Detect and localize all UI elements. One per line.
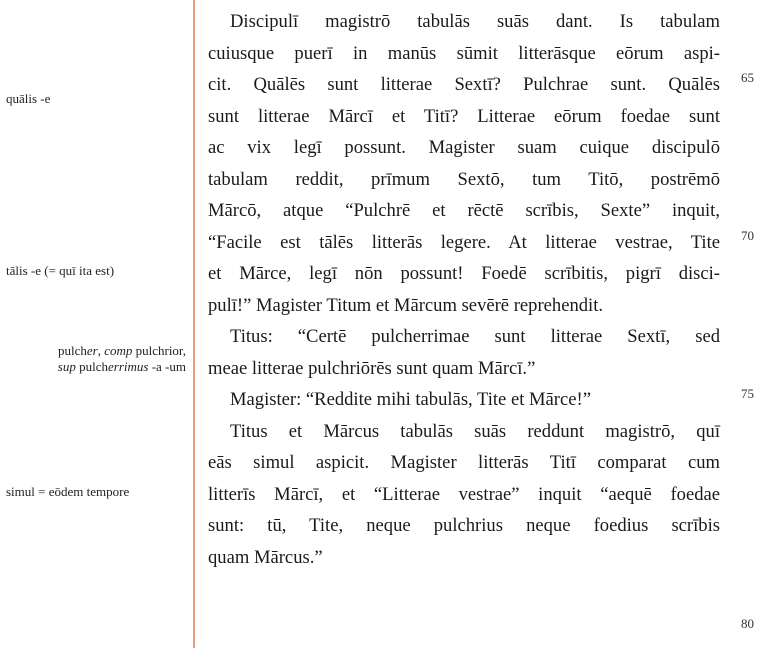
margin-rule — [193, 0, 195, 648]
text-line: tabulam reddit, prīmum Sextō, tum Titō, postrēmō — [208, 168, 720, 190]
margin-note-talis: tālis -e (= quī ita est) — [6, 263, 115, 278]
text-line: cit. Quālēs sunt litterae Sextī? Pulchrae sunt. Quālēs — [208, 74, 720, 95]
text-line: Titus: “Certē pulcherrimae sunt litterae Sextī, sed — [230, 326, 720, 347]
text-line: meae litterae pulchriōrēs sunt quam Mārcī.” — [208, 357, 536, 379]
line-number: 80 — [741, 616, 754, 631]
text-line: cuiusque puerī in manūs sūmit litterāsque eōrum aspi- — [208, 42, 720, 64]
text-line: et Mārce, legī nōn possunt! Foedē scrībitis, pigrī disci- — [208, 263, 720, 284]
line-number: 65 — [741, 70, 754, 85]
text-line: Titus et Mārcus tabulās suās reddunt magistrō, quī — [230, 420, 720, 442]
text-line: ac vix legī possunt. Magister suam cuique discipulō — [208, 137, 720, 158]
line-number: 70 — [741, 228, 754, 243]
text-line: litterīs Mārcī, et “Litterae vestrae” inquit “aequē foedae — [208, 483, 720, 505]
margin-note-simul: simul = eōdem tempore — [6, 484, 130, 499]
text-line: Mārcō, atque “Pulchrē et rēctē scrībis, Sexte” inquit, — [208, 200, 720, 221]
line-number: 75 — [741, 386, 754, 401]
text-line: eās simul aspicit. Magister litterās Titī comparat cum — [208, 452, 720, 473]
text-line: sunt litterae Mārcī et Titī? Litterae eōrum foedae sunt — [208, 105, 720, 127]
text-line: Magister: “Reddite mihi tabulās, Tite et Mārce!” — [230, 389, 591, 410]
text-line: sunt: tū, Tite, neque pulchrius neque foedius scrībis — [208, 515, 720, 536]
main-text — [208, 6, 720, 573]
text-line: quam Mārcus.” — [208, 546, 323, 568]
margin-note-qualis: quālis -e — [6, 91, 51, 106]
margin-note-pulcher: pulcher, comp pulchrior, sup pulcherrimus -a -um — [57, 343, 186, 374]
text-line: pulī!” Magister Titum et Mārcum sevērē reprehendit. — [208, 294, 604, 316]
text-line: “Facile est tālēs litterās legere. At litterae vestrae, Tite — [208, 231, 720, 253]
text-line: Discipulī magistrō tabulās suās dant. Is tabulam — [230, 11, 720, 32]
